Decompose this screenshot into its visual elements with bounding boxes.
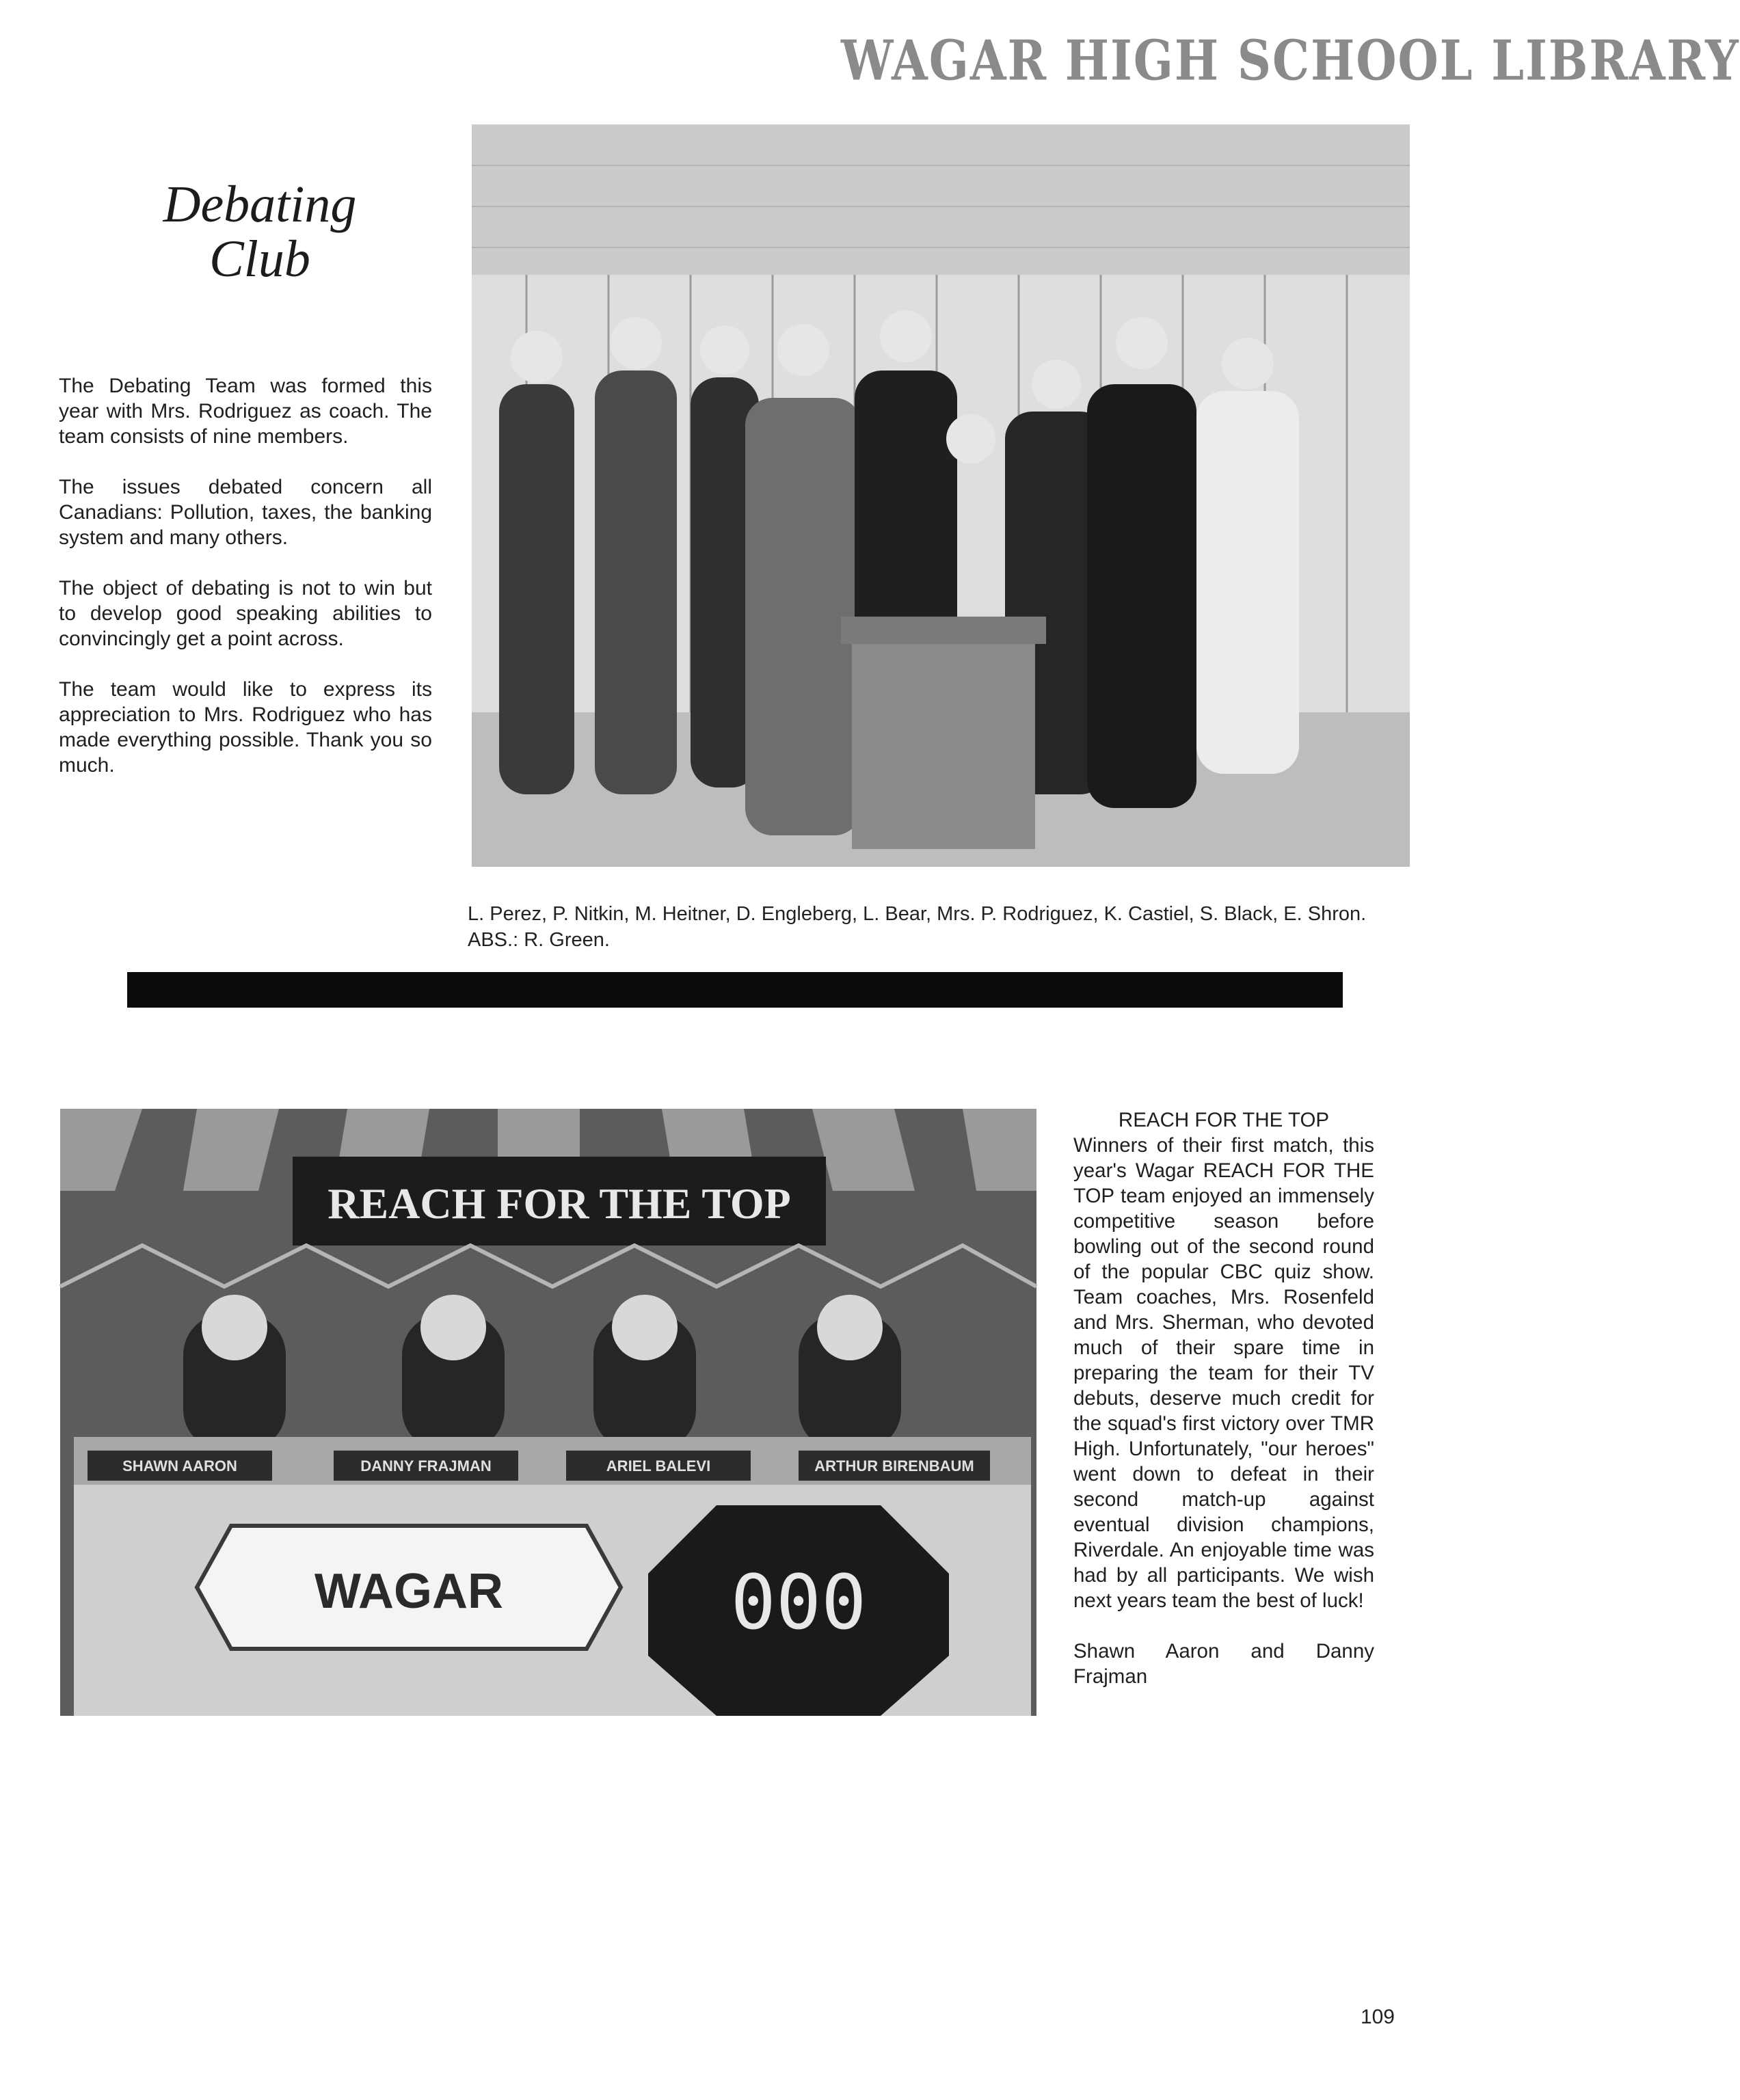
team-name-sign: WAGAR [314, 1564, 503, 1619]
debating-club-photo [472, 124, 1410, 867]
club-description [59, 373, 432, 803]
club-title-line2: Club [209, 230, 310, 288]
reach-for-the-top-article [1073, 1107, 1374, 1714]
debating-club-caption: L. Perez, P. Nitkin, M. Heitner, D. Engleberg, L. Bear, Mrs. P. Rodriguez, K. Castiel, S. Black, E. Shron. ABS.: R. Green. [468, 903, 1367, 951]
quiz-banner-text: REACH FOR THE TOP [327, 1179, 791, 1228]
score-display: 000 [730, 1559, 867, 1646]
club-title-line1: Debating [163, 176, 357, 233]
section-divider-bar [127, 972, 1343, 1008]
nameplate-3: ARIEL BALEVI [606, 1457, 711, 1475]
club-paragraph: The issues debated concern all Canadians: Pollution, taxes, the banking system and many others. [59, 476, 432, 549]
nameplate-2: DANNY FRAJMAN [360, 1457, 492, 1475]
club-paragraph: The team would like to express its appreciation to Mrs. Rodriguez who has made everything possible. Thank you so much. [59, 678, 432, 777]
article-body: Winners of their first match, this year's Wagar REACH FOR THE TOP team enjoyed an immensely competitive season before bowling out of the second round of the popular CBC quiz show. Team coaches, Mrs. Rosenfeld and Mrs. Sherman, who devoted much of their spare time in preparing the team for their TV debuts, deserve much credit for the squad's first victory over TMR High. Unfortunately, "our heroes" went down to defeat in their second match-up against eventual division champions, Riverdale. An enjoyable time was had by all participants. We wish next years team the best of luck! [1073, 1134, 1374, 1612]
debating-club-photo-image [472, 124, 1410, 867]
nameplate-1: SHAWN AARON [122, 1457, 237, 1475]
library-stamp: WAGAR HIGH SCHOOL LIBRARY [841, 29, 1740, 94]
club-paragraph: The object of debating is not to win but to develop good speaking abilities to convincingly get a point across. [59, 577, 432, 650]
page-number: 109 [1360, 2006, 1395, 2028]
club-paragraph: The Debating Team was formed this year with Mrs. Rodriguez as coach. The team consists of nine members. [59, 375, 432, 448]
reach-for-the-top-photo-image [60, 1109, 1036, 1716]
club-title [123, 178, 397, 287]
nameplate-4: ARTHUR BIRENBAUM [814, 1457, 974, 1475]
article-heading: REACH FOR THE TOP [1118, 1109, 1330, 1131]
article-authors: Shawn Aaron and Danny Frajman [1073, 1640, 1374, 1688]
reach-for-the-top-photo [60, 1109, 1036, 1716]
